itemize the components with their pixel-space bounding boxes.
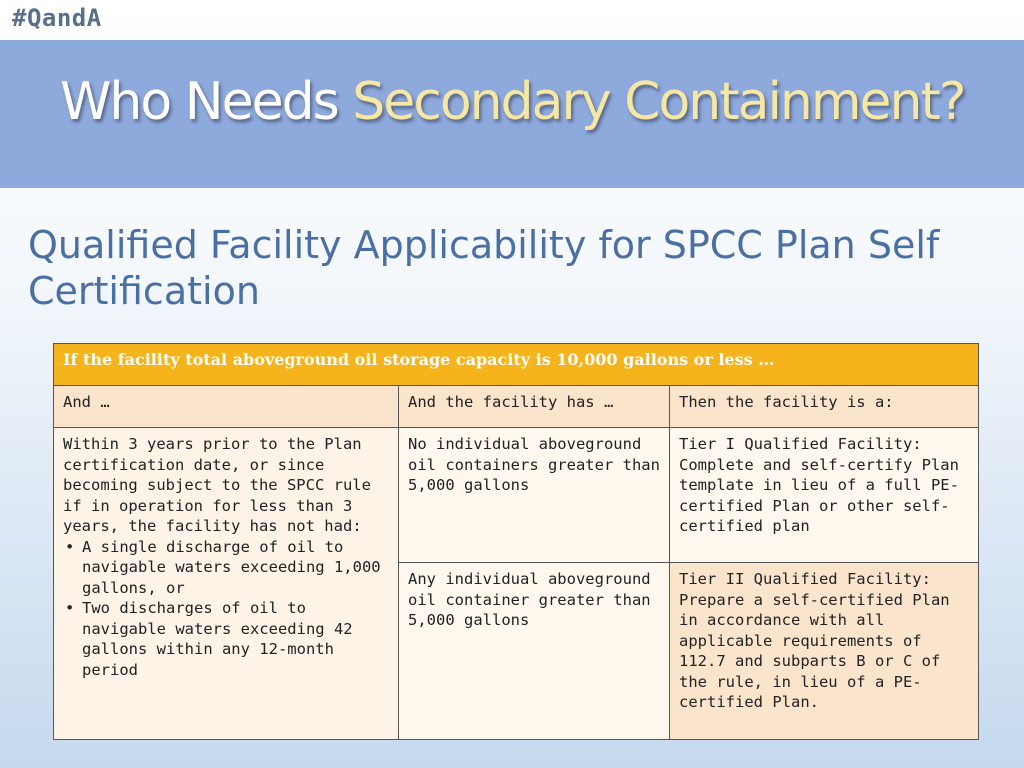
column-header-facility-is: Then the facility is a: (670, 386, 979, 428)
condition-bullets (63, 537, 389, 681)
facility-has-tier2: Any individual aboveground oil container greater than 5,000 gallons (399, 563, 670, 740)
table-header-row (54, 344, 979, 386)
slide-title-part1: Who Needs (60, 72, 353, 132)
slide-title (60, 72, 964, 132)
facility-has-tier1: No individual aboveground oil containers greater than 5,000 gallons (399, 428, 670, 563)
column-header-facility-has: And the facility has … (399, 386, 670, 428)
hashtag-label: #QandA (12, 4, 102, 32)
list-item: • Two discharges of oil to navigable waters exceeding 42 gallons within any 12-month period (63, 598, 389, 680)
condition-text: Within 3 years prior to the Plan certification date, or since becoming subject to the SPCC rule if in operation for less than 3 years, the facility has not had: (63, 435, 371, 535)
column-header-row (54, 386, 979, 428)
table-row (54, 428, 979, 563)
column-header-and: And … (54, 386, 399, 428)
table-header: If the facility total aboveground oil storage capacity is 10,000 gallons or less … (54, 344, 979, 386)
applicability-table (53, 343, 979, 740)
slide-title-part2: Secondary Containment? (352, 72, 965, 132)
list-item: • A single discharge of oil to navigable waters exceeding 1,000 gallons, or (63, 537, 389, 599)
facility-is-tier1: Tier I Qualified Facility: Complete and self-certify Plan template in lieu of a full PE-certified Plan or other self-certified plan (670, 428, 979, 563)
condition-cell (54, 428, 399, 740)
facility-is-tier2: Tier II Qualified Facility: Prepare a self-certified Plan in accordance with all applicable requirements of 112.7 and subparts B or C of the rule, in lieu of a PE-certified Plan. (670, 563, 979, 740)
slide-subtitle: Qualified Facility Applicability for SPCC Plan Self Certification (28, 223, 940, 313)
